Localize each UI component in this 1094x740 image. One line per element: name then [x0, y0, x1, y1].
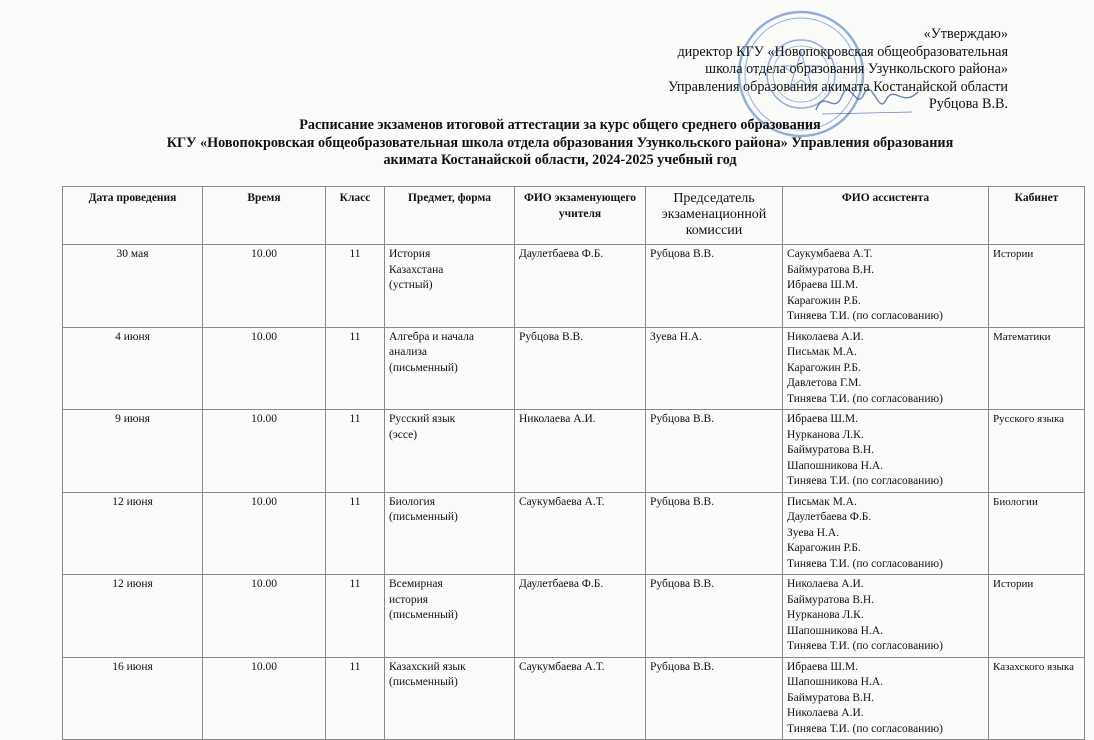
cell-room: Биологии — [989, 492, 1085, 575]
table-row — [63, 657, 1085, 740]
cell-assistants-line: Карагожин Р.Б. — [787, 542, 861, 554]
cell-assistants-line: Шапошникова Н.А. — [787, 459, 883, 472]
cell-chair: Зуева Н.А. — [646, 327, 783, 410]
approval-line-1: «Утверждаю» — [923, 26, 1008, 42]
cell-subject — [385, 492, 515, 575]
table-row — [63, 492, 1085, 575]
approval-line-2: директор КГУ «Новопокровская общеобразовательная — [677, 43, 1008, 60]
cell-subject-line: (письменный) — [389, 676, 458, 688]
table-row — [63, 245, 1085, 328]
title-line-3: акимата Костанайской области, 2024-2025 учебный год — [383, 152, 737, 168]
cell-assistants-line: Карагожин Р.Б. — [787, 294, 861, 307]
cell-examiner: Саукумбаева А.Т. — [515, 492, 646, 575]
cell-time: 10.00 — [203, 410, 326, 493]
cell-examiner: Даулетбаева Ф.Б. — [515, 245, 646, 328]
cell-grade: 11 — [326, 245, 385, 328]
cell-subject-line: История — [389, 248, 431, 260]
approval-signature-name: Рубцова В.В. — [928, 96, 1008, 112]
cell-assistants-line: Тиняева Т.И. (по согласованию) — [787, 722, 943, 735]
cell-room: Истории — [989, 575, 1085, 658]
cell-subject — [385, 245, 515, 328]
cell-chair: Рубцова В.В. — [646, 657, 783, 740]
cell-assistants-line: Баймуратова В.Н. — [787, 593, 875, 606]
cell-subject-line: Биология — [389, 495, 436, 508]
cell-subject-line: история — [389, 593, 429, 606]
cell-assistants — [783, 245, 989, 328]
header-examiner: ФИО экзаменующего учителя — [515, 187, 646, 245]
cell-examiner: Рубцова В.В. — [515, 327, 646, 410]
cell-assistants-line: Баймуратова В.Н. — [787, 444, 875, 456]
cell-room: Русского языка — [989, 410, 1085, 493]
cell-assistants-line: Даулетбаева Ф.Б. — [787, 511, 872, 523]
cell-assistants — [783, 657, 989, 740]
cell-assistants-line: Нурканова Л.К. — [787, 428, 864, 441]
table-header-row — [63, 187, 1085, 245]
header-time: Время — [203, 187, 326, 245]
exam-schedule-table — [62, 186, 1085, 740]
cell-assistants-line: Ибраева Ш.М. — [787, 660, 858, 673]
cell-time: 10.00 — [203, 327, 326, 410]
cell-subject — [385, 575, 515, 658]
header-date: Дата проведения — [63, 187, 203, 245]
cell-subject-line: Казахский язык — [389, 660, 466, 673]
header-subject: Предмет, форма — [385, 187, 515, 245]
approval-line-3: школа отдела образования Узункольского района» — [705, 61, 1008, 77]
cell-assistants-line: Тиняева Т.И. (по согласованию) — [787, 310, 943, 322]
cell-grade: 11 — [326, 657, 385, 740]
cell-subject — [385, 410, 515, 493]
cell-assistants-line: Ибраева Ш.М. — [787, 279, 858, 291]
cell-assistants-line: Тиняева Т.И. (по согласованию) — [787, 640, 943, 652]
cell-assistants-line: Николаева А.И. — [787, 578, 864, 590]
cell-grade: 11 — [326, 492, 385, 575]
cell-room: Математики — [989, 327, 1085, 410]
header-assistant: ФИО ассистента — [783, 187, 989, 245]
cell-room: Казахского языка — [989, 657, 1085, 740]
cell-time: 10.00 — [203, 245, 326, 328]
cell-assistants — [783, 327, 989, 410]
cell-assistants-line: Николаева А.И. — [787, 330, 864, 343]
cell-subject-line: (письменный) — [389, 361, 458, 374]
cell-examiner: Саукумбаева А.Т. — [515, 657, 646, 740]
cell-assistants-line: Письмак М.А. — [787, 346, 857, 358]
cell-grade: 11 — [326, 410, 385, 493]
table-row — [63, 410, 1085, 493]
cell-assistants-line: Давлетова Г.М. — [787, 377, 862, 389]
header-chair: Председатель экзаменационной комиссии — [646, 187, 783, 245]
approval-block — [668, 26, 1008, 114]
cell-grade: 11 — [326, 327, 385, 410]
table-row — [63, 575, 1085, 658]
header-room: Кабинет — [989, 187, 1085, 245]
cell-assistants-line: Шапошникова Н.А. — [787, 624, 883, 637]
cell-chair: Рубцова В.В. — [646, 245, 783, 328]
cell-date: 30 мая — [63, 245, 203, 328]
cell-subject-line: (письменный) — [389, 609, 458, 621]
cell-assistants-line: Баймуратова В.Н. — [787, 691, 875, 704]
cell-subject-line: Алгебра и начала — [389, 330, 474, 343]
cell-subject-line: (устный) — [389, 279, 433, 291]
cell-assistants-line: Николаева А.И. — [787, 707, 864, 719]
cell-subject-line: анализа — [389, 346, 428, 358]
cell-subject-line: Русский язык — [389, 413, 456, 425]
cell-assistants-line: Нурканова Л.К. — [787, 609, 864, 621]
cell-subject-line: (эссе) — [389, 428, 418, 441]
cell-assistants-line: Тиняева Т.И. (по согласованию) — [787, 475, 943, 487]
cell-assistants-line: Ибраева Ш.М. — [787, 413, 858, 425]
cell-chair: Рубцова В.В. — [646, 410, 783, 493]
header-grade: Класс — [326, 187, 385, 245]
cell-examiner: Николаева А.И. — [515, 410, 646, 493]
cell-date: 12 июня — [63, 492, 203, 575]
cell-assistants-line: Баймуратова В.Н. — [787, 263, 875, 276]
cell-chair: Рубцова В.В. — [646, 492, 783, 575]
cell-date: 12 июня — [63, 575, 203, 658]
cell-room: Истории — [989, 245, 1085, 328]
cell-date: 16 июня — [63, 657, 203, 740]
cell-grade: 11 — [326, 575, 385, 658]
cell-subject-line: Казахстана — [389, 263, 444, 276]
cell-assistants-line: Саукумбаева А.Т. — [787, 248, 873, 260]
cell-chair: Рубцова В.В. — [646, 575, 783, 658]
cell-assistants — [783, 575, 989, 658]
cell-assistants — [783, 410, 989, 493]
document-title — [60, 117, 1060, 170]
cell-assistants — [783, 492, 989, 575]
cell-subject-line: Всемирная — [389, 578, 443, 590]
table-row — [63, 327, 1085, 410]
cell-time: 10.00 — [203, 657, 326, 740]
cell-assistants-line: Письмак М.А. — [787, 495, 857, 508]
cell-time: 10.00 — [203, 575, 326, 658]
cell-assistants-line: Карагожин Р.Б. — [787, 361, 861, 374]
title-line-2: КГУ «Новопокровская общеобразовательная школа отдела образования Узункольского района» Управления образования — [166, 134, 954, 151]
cell-date: 9 июня — [63, 410, 203, 493]
cell-subject — [385, 657, 515, 740]
cell-subject-line: (письменный) — [389, 511, 458, 523]
title-line-1: Расписание экзаменов итоговой аттестации за курс общего среднего образования — [299, 117, 821, 133]
cell-subject — [385, 327, 515, 410]
cell-assistants-line: Тиняева Т.И. (по согласованию) — [787, 557, 943, 570]
cell-date: 4 июня — [63, 327, 203, 410]
cell-assistants-line: Тиняева Т.И. (по согласованию) — [787, 392, 943, 405]
approval-line-4: Управления образования акимата Костанайской области — [668, 78, 1008, 95]
cell-assistants-line: Зуева Н.А. — [787, 526, 840, 539]
cell-time: 10.00 — [203, 492, 326, 575]
cell-examiner: Даулетбаева Ф.Б. — [515, 575, 646, 658]
cell-assistants-line: Шапошникова Н.А. — [787, 676, 883, 688]
